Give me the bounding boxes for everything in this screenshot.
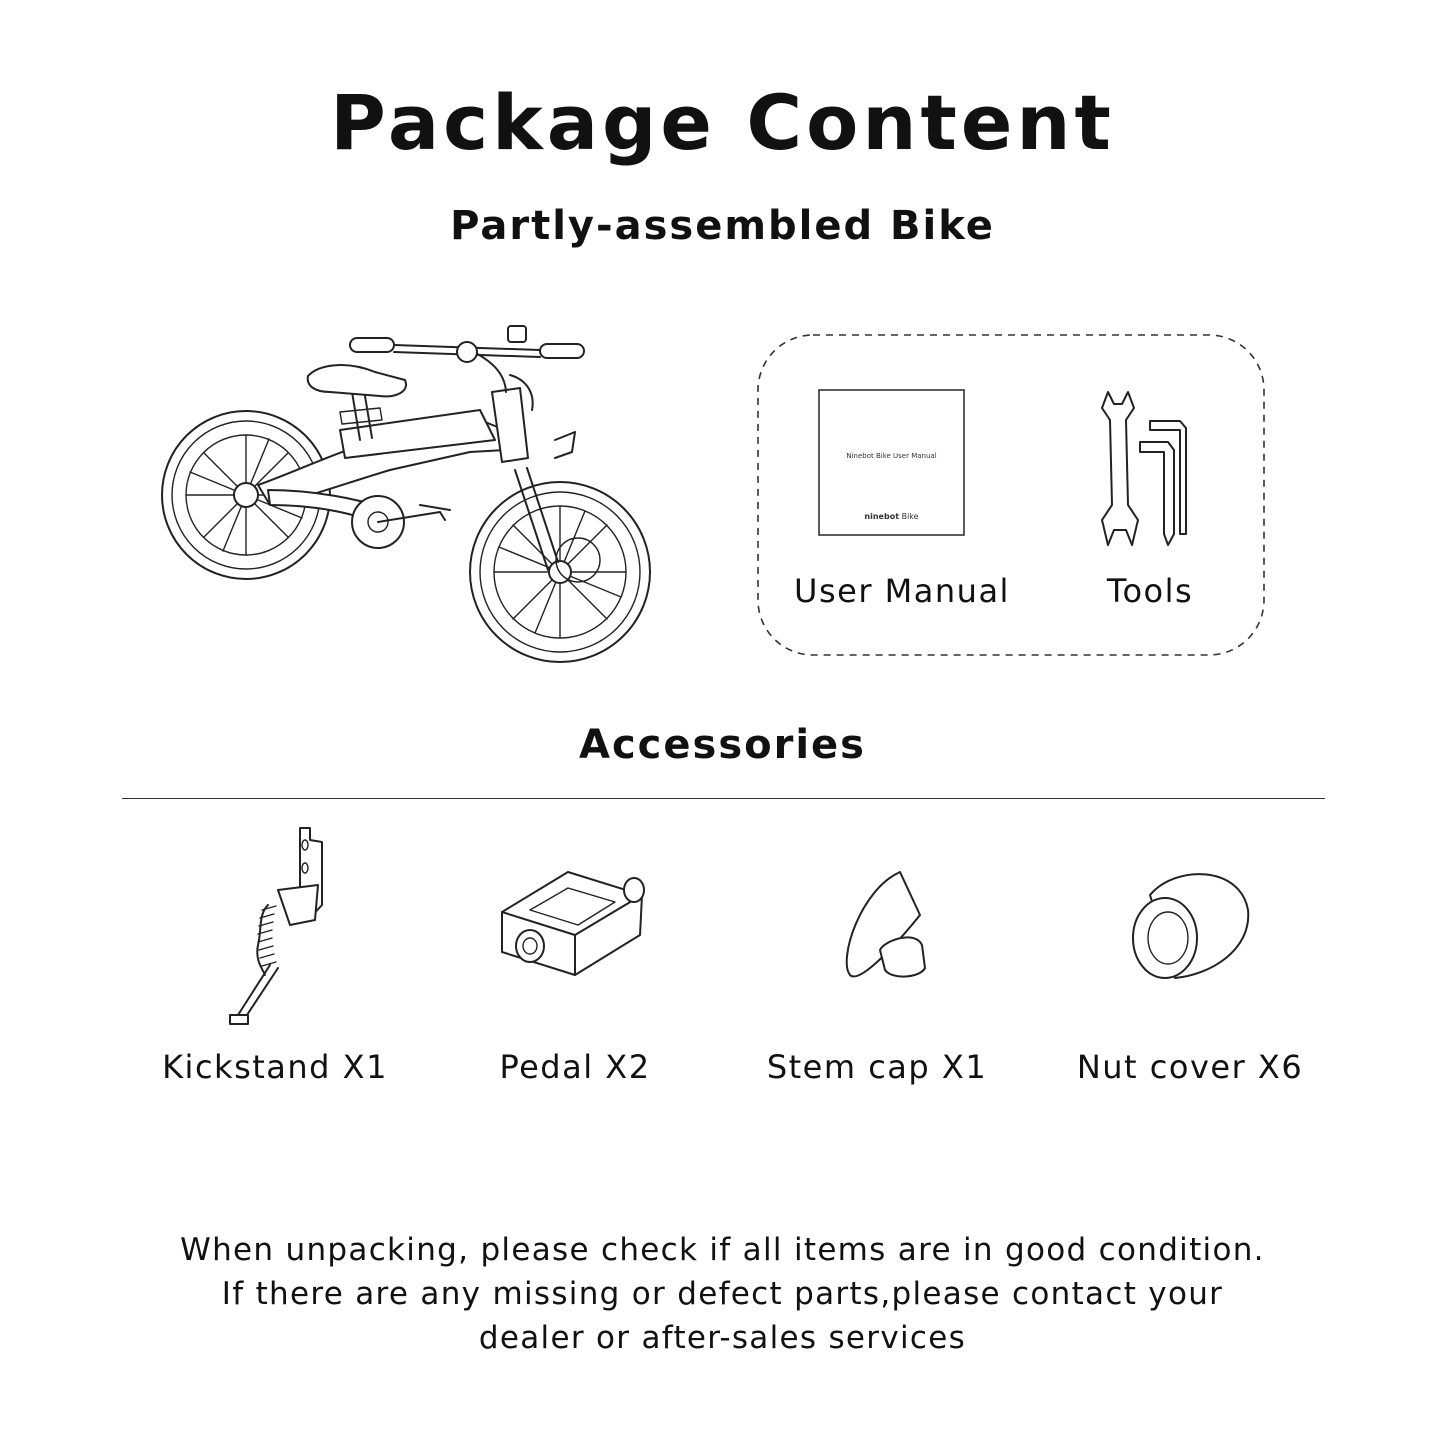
accessory-label-nut-cover: Nut cover X6 bbox=[1076, 1048, 1304, 1086]
manual-cover-title: Ninebot Bike User Manual bbox=[846, 452, 937, 460]
kickstand-icon bbox=[230, 828, 322, 1024]
user-manual-label: User Manual bbox=[794, 572, 1010, 610]
stem-cap-icon bbox=[847, 872, 925, 977]
notice-line-1: When unpacking, please check if all items are in good condition. bbox=[180, 1232, 1265, 1268]
tools-label: Tools bbox=[1106, 572, 1194, 610]
nut-cover-icon bbox=[1133, 874, 1248, 978]
unpacking-notice bbox=[0, 1228, 1445, 1360]
manual-brand-name: ninebot bbox=[864, 512, 900, 521]
bike-subtitle: Partly-assembled Bike bbox=[450, 203, 995, 249]
page-title: Package Content bbox=[330, 78, 1115, 167]
accessory-label-stem-cap: Stem cap X1 bbox=[766, 1048, 988, 1086]
accessory-label-pedal: Pedal X2 bbox=[499, 1048, 651, 1086]
manual-brand-sub: Bike bbox=[901, 512, 919, 521]
notice-line-3: dealer or after-sales services bbox=[478, 1320, 967, 1356]
notice-line-2: If there are any missing or defect parts,please contact your bbox=[221, 1276, 1224, 1312]
accessories-heading: Accessories bbox=[579, 722, 866, 768]
pedal-icon bbox=[502, 872, 644, 975]
accessory-label-kickstand: Kickstand X1 bbox=[162, 1048, 388, 1086]
